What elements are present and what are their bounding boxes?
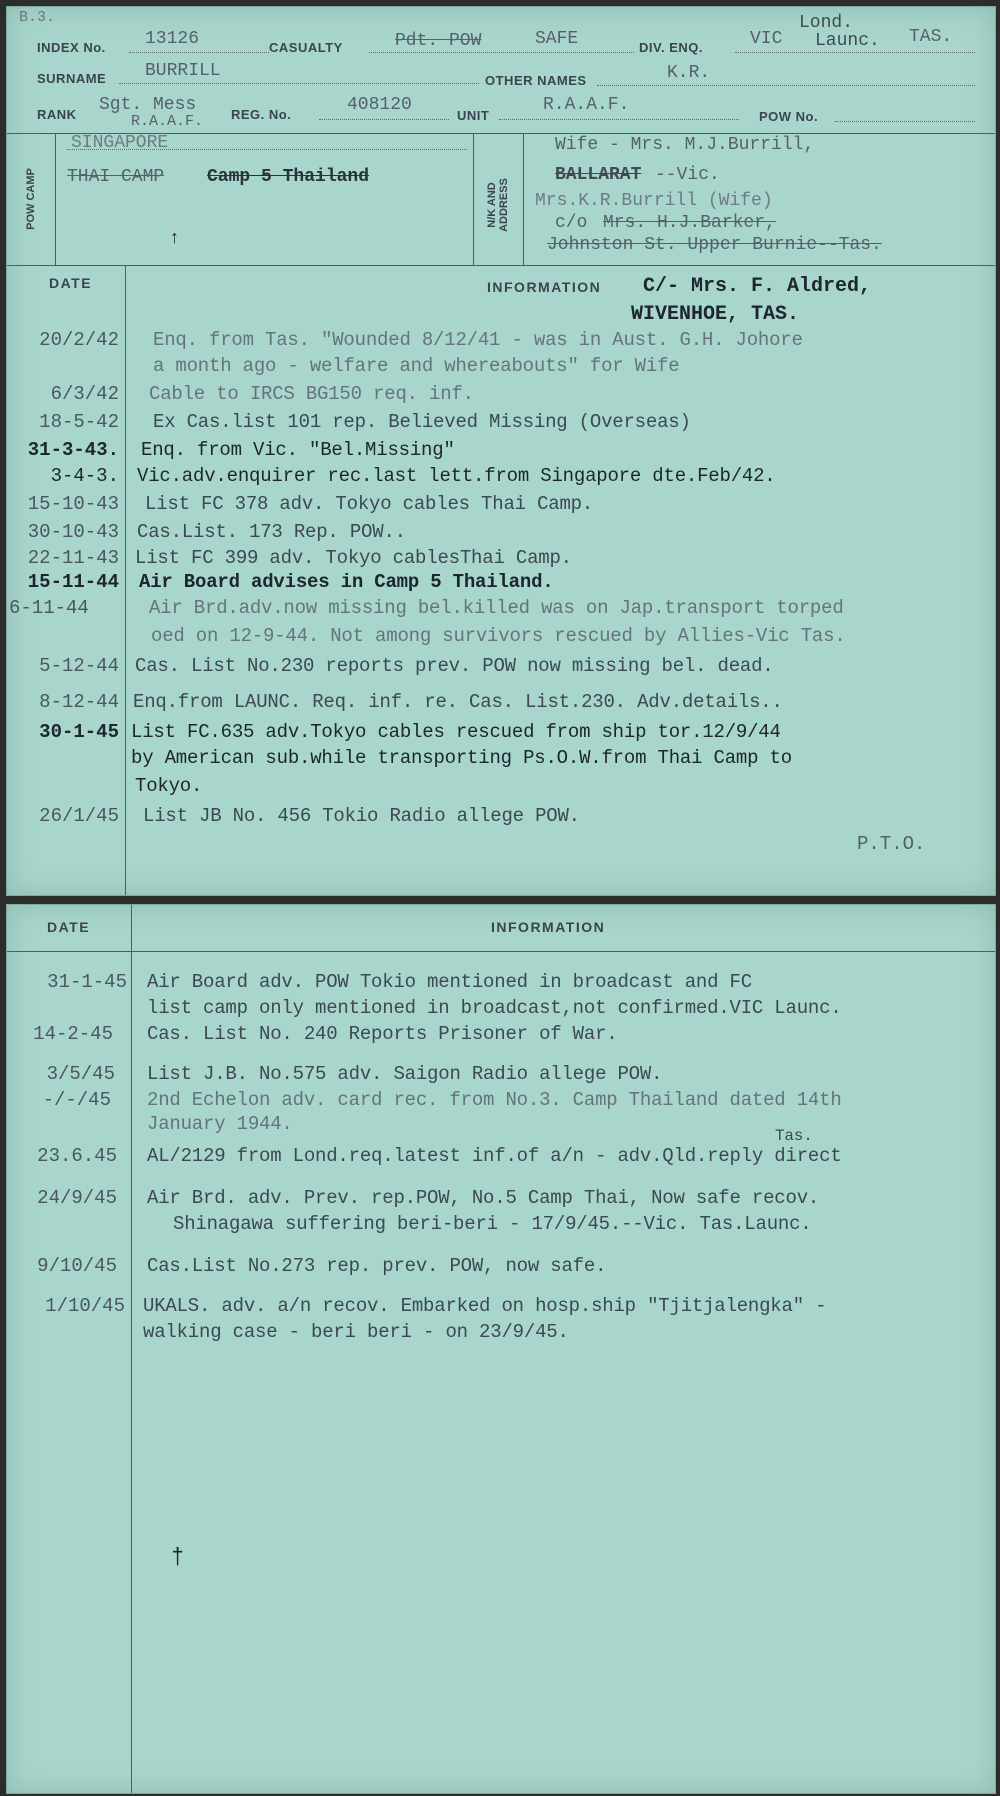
rank-label: RANK <box>37 107 77 122</box>
header-note-1: C/- Mrs. F. Aldred, <box>643 275 872 298</box>
div-enq-label: DIV. ENQ. <box>639 40 703 55</box>
entry-date: 8-12-44 <box>39 691 119 713</box>
other-names-label: OTHER NAMES <box>485 73 587 88</box>
entry-date: 18-5-42 <box>39 411 119 433</box>
entry-date: 5-12-44 <box>39 655 119 677</box>
nok-line4-struck: Mrs. H.J.Barker, <box>603 213 776 233</box>
other-names-value: K.R. <box>667 63 711 83</box>
corner-mark: B.3. <box>19 9 56 26</box>
entry-text: Enq. from Tas. "Wounded 8/12/41 - was in Aust. G.H. Johore <box>153 329 803 351</box>
entry-text: walking case - beri beri - on 23/9/45. <box>143 1321 569 1343</box>
div-enq-value3: TAS. <box>909 27 953 47</box>
casualty-value: SAFE <box>535 29 579 49</box>
entry-date: 1/10/45 <box>45 1295 125 1317</box>
camp-line2-struck: THAI CAMP <box>67 167 165 187</box>
record-card-back <box>6 904 996 1794</box>
entry-text: Cable to IRCS BG150 req. inf. <box>149 383 474 405</box>
entry-text: Cas. List No.230 reports prev. POW now missing bel. dead. <box>135 655 774 677</box>
ink-mark: † <box>171 1545 185 1570</box>
entry-text: Shinagawa suffering beri-beri - 17/9/45.--Vic. Tas.Launc. <box>173 1213 812 1235</box>
nok-line1: Wife - Mrs. M.J.Burrill, <box>555 135 815 155</box>
unit-value: R.A.A.F. <box>543 95 630 115</box>
entry-text: List FC.635 adv.Tokyo cables rescued from ship tor.12/9/44 <box>131 721 781 743</box>
pow-camp-label: POW CAMP <box>25 168 37 230</box>
entry-date: 26/1/45 <box>39 805 119 827</box>
entry-text: a month ago - welfare and whereabouts" for Wife <box>153 355 680 377</box>
surname-value: BURRILL <box>145 61 221 81</box>
entry-date: 15-10-43 <box>27 493 119 515</box>
entry-date: 6-11-44 <box>9 597 89 619</box>
entry-text: UKALS. adv. a/n recov. Embarked on hosp.ship "Tjitjalengka" - <box>143 1295 827 1317</box>
entry-text: List FC 378 adv. Tokyo cables Thai Camp. <box>145 493 594 515</box>
entry-date: 6/3/42 <box>50 383 119 405</box>
entry-text: Ex Cas.list 101 rep. Believed Missing (Overseas) <box>153 411 691 433</box>
entry-text: Air Board adv. POW Tokio mentioned in broadcast and FC <box>147 971 752 993</box>
entry-date: 31-3-43. <box>27 439 119 461</box>
div-enq-value2: Launc. <box>815 31 880 51</box>
entry-date: 30-10-43 <box>27 521 119 543</box>
camp-line2-b: Camp 5 Thailand <box>207 167 370 187</box>
entry-date: 3/5/45 <box>46 1063 115 1085</box>
entry-text: Enq.from LAUNC. Req. inf. re. Cas. List.230. Adv.details.. <box>133 691 783 713</box>
casualty-label: CASUALTY <box>269 40 343 55</box>
entry-date: 31-1-45 <box>47 971 127 993</box>
entry-text: Cas. List No. 240 Reports Prisoner of War. <box>147 1023 618 1045</box>
entry-text: Tas. <box>775 1127 813 1145</box>
date-header: DATE <box>49 275 93 291</box>
entry-text: AL/2129 from Lond.req.latest inf.of a/n - adv.Qld.reply direct <box>147 1145 842 1167</box>
entry-text: List FC 399 adv. Tokyo cablesThai Camp. <box>135 547 572 569</box>
entry-text: Enq. from Vic. "Bel.Missing" <box>141 439 455 461</box>
entry-date: 22-11-43 <box>27 547 119 569</box>
index-value: 13126 <box>145 29 200 49</box>
camp-line1: SINGAPORE <box>71 133 169 153</box>
entry-date: 9/10/45 <box>37 1255 117 1277</box>
entry-text: List JB No. 456 Tokio Radio allege POW. <box>143 805 580 827</box>
entry-text: Cas.List No.273 rep. prev. POW, now safe. <box>147 1255 607 1277</box>
nok-line5-struck: Johnston St. Upper Burnie--Tas. <box>547 235 882 255</box>
entry-text: 2nd Echelon adv. card rec. from No.3. Camp Thailand dated 14th <box>147 1089 842 1111</box>
entry-date: 23.6.45 <box>37 1145 117 1167</box>
reg-label: REG. No. <box>231 107 292 122</box>
nok-line4-a: c/o <box>555 213 588 233</box>
info-header: INFORMATION <box>491 919 606 935</box>
entry-text: by American sub.while transporting Ps.O.W.from Thai Camp to <box>131 747 792 769</box>
pto-note: P.T.O. <box>857 833 926 855</box>
entry-date: -/-/45 <box>42 1089 111 1111</box>
entry-text: Cas.List. 173 Rep. POW.. <box>137 521 406 543</box>
entry-date: 24/9/45 <box>37 1187 117 1209</box>
index-label: INDEX No. <box>37 40 106 55</box>
header-note-2: WIVENHOE, TAS. <box>631 303 800 326</box>
reg-value: 408120 <box>347 95 412 115</box>
nok-line2-b: --Vic. <box>655 165 720 185</box>
info-header: INFORMATION <box>487 279 602 295</box>
nok-label: N/K AND ADDRESS <box>486 178 510 232</box>
rank-value: Sgt. Mess <box>99 95 197 115</box>
record-card-front <box>6 6 996 896</box>
entry-text: List J.B. No.575 adv. Saigon Radio allege POW. <box>147 1063 663 1085</box>
entry-date: 14-2-45 <box>33 1023 113 1045</box>
entry-text: Tokyo. <box>135 775 203 797</box>
ink-mark: ↑ <box>169 229 180 249</box>
entry-text: January 1944. <box>147 1113 293 1135</box>
entry-date: 20/2/42 <box>39 329 119 351</box>
rank-sub: R.A.A.F. <box>131 113 204 130</box>
entry-date: 15-11-44 <box>27 571 119 593</box>
surname-label: SURNAME <box>37 71 107 86</box>
entry-text: Air Brd. adv. Prev. rep.POW, No.5 Camp Thai, Now safe recov. <box>147 1187 820 1209</box>
entry-text: Air Board advises in Camp 5 Thailand. <box>139 571 554 593</box>
entry-date: 30-1-45 <box>39 721 119 743</box>
date-header: DATE <box>47 919 91 935</box>
div-enq-value: VIC <box>750 29 783 49</box>
entry-date: 3-4-3. <box>50 465 119 487</box>
entry-text: Air Brd.adv.now missing bel.killed was on Jap.transport torped <box>149 597 844 619</box>
unit-label: UNIT <box>457 108 490 123</box>
nok-line2-struck: BALLARAT <box>555 165 642 185</box>
nok-line3: Mrs.K.R.Burrill (Wife) <box>535 191 773 211</box>
pow-no-label: POW No. <box>759 109 819 124</box>
entry-text: list camp only mentioned in broadcast,not confirmed.VIC Launc. <box>147 997 842 1019</box>
div-enq-above: Lond. <box>799 13 854 33</box>
casualty-struck: Pdt. POW <box>395 31 482 51</box>
entry-text: Vic.adv.enquirer rec.last lett.from Singapore dte.Feb/42. <box>137 465 776 487</box>
entry-text: oed on 12-9-44. Not among survivors rescued by Allies-Vic Tas. <box>151 625 846 647</box>
